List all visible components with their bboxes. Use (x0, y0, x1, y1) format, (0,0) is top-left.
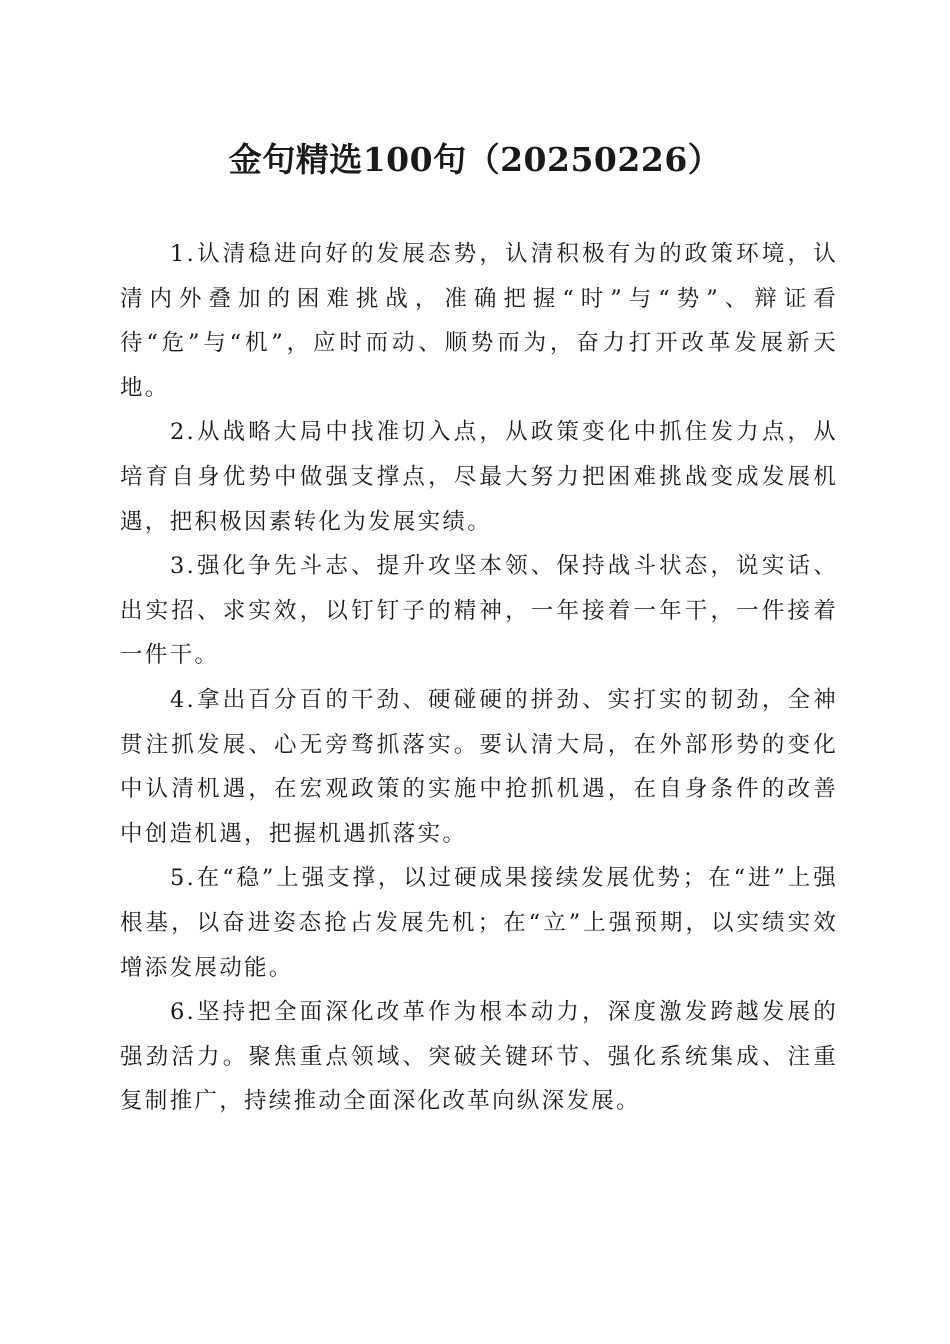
paragraph-4: 4.拿出百分百的干劲、硬碰硬的拼劲、实打实的韧劲，全神贯注抓发展、心无旁骛抓落实。要认清大局，在外部形势的变化中认清机遇，在宏观政策的实施中抢抓机遇，在自身条件的改善中创造机遇，把握机遇抓落实。 (120, 686, 838, 847)
paragraph-5: 5.在“稳”上强支撑，以过硬成果接续发展优势；在“进”上强根基，以奋进姿态抢占发展先机；在“立”上强预期，以实绩实效增添发展动能。 (120, 865, 838, 981)
paragraph-6: 6.坚持把全面深化改革作为根本动力，深度激发跨越发展的强劲活力。聚焦重点领域、突破关键环节、强化系统集成、注重复制推广，持续推动全面深化改革向纵深发展。 (120, 999, 838, 1115)
document-body (120, 232, 838, 1124)
paragraph-3: 3.强化争先斗志、提升攻坚本领、保持战斗状态，说实话、出实招、求实效，以钉钉子的精神，一年接着一年干，一件接着一件干。 (120, 553, 838, 669)
document-title: 金句精选100句（20250226） (228, 140, 722, 179)
paragraph-2: 2.从战略大局中找准切入点，从政策变化中抓住发力点，从培育自身优势中做强支撑点，尽最大努力把困难挑战变成发展机遇，把积极因素转化为发展实绩。 (120, 419, 838, 535)
paragraph-1: 1.认清稳进向好的发展态势，认清积极有为的政策环境，认清内外叠加的困难挑战，准确把握“时”与“势”、辩证看待“危”与“机”，应时而动、顺势而为，奋力打开改革发展新天地。 (120, 241, 838, 401)
